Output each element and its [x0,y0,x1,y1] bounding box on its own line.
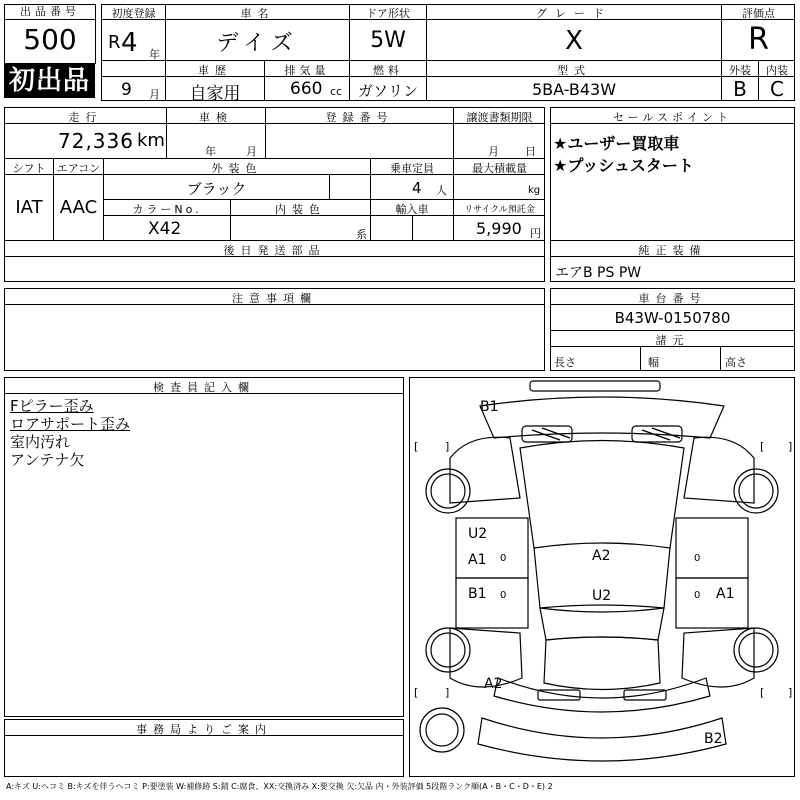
ac-label: エアコン [56,162,101,175]
capacity: 4 [412,179,422,197]
car-name: デイズ [216,31,299,56]
later-parts-label: 後日発送部品 [223,244,326,257]
interior-label: 内装 [766,64,788,77]
score-label: 評価点 [742,7,775,20]
max-load-label: 最大積載量 [472,162,527,175]
mark-zero-4: 0 [694,590,701,601]
ext-color: ブラック [186,180,247,198]
first-listing-badge: 初出品 [4,64,95,98]
mark-b1-left: B1 [468,586,487,602]
transfer-label: 譲渡書類期限 [466,111,533,124]
mileage-unit: km [137,130,165,151]
legend: A:キズ U:ヘコミ B:キズを伴うヘコミ P:要塗装 W:補修跡 S:錆 C:腐食、XX:交換済み X:要交換 欠:欠品 内・外装評価 5段階ランク順(A・B・C・D・E) 2 [6,782,553,791]
mark-b1-top: B1 [480,399,499,415]
mark-a2-bottom: A2 [484,676,503,692]
recycle: 5,990 [476,219,522,238]
history: 自家用 [189,84,241,104]
month: 9 [121,80,132,100]
exterior-label: 外装 [729,64,751,77]
max-load-unit: kg [528,185,541,196]
capacity-label: 乗車定員 [390,162,434,175]
recycle-label: リサイクル預託金 [464,205,535,215]
height-label: 高さ [725,356,747,369]
car-diagram [410,378,794,776]
fuel-label: 燃料 [373,64,403,77]
grade: X [565,26,583,56]
inspector-line-3: 室内汚れ [10,433,71,451]
shift-label: シフト [12,162,46,175]
bracket-close-1: ] [445,440,450,453]
inspection-label: 車検 [199,111,233,124]
bracket-close-2: ] [788,440,793,453]
mark-zero-2: 0 [500,590,507,601]
mark-b2-bottom: B2 [704,731,723,747]
mark-u2-left: U2 [468,526,488,542]
inspection-month-unit: 月 [246,145,257,158]
exterior-grade: B [733,77,747,101]
model-label: 型式 [557,64,591,77]
mark-a1-left: A1 [468,552,487,568]
door-label: ドア形状 [366,7,410,20]
grade-label: グレード [536,7,612,20]
color-no-label: カラーNo. [132,203,202,216]
lot-number: 500 [23,23,77,56]
transfer-day-unit: 日 [525,145,536,158]
sales-point-2: ★プッシュスタート [553,156,694,175]
sales-point-1: ★ユーザー買取車 [553,134,680,153]
year-unit: 年 [149,48,160,61]
bracket-close-4: ] [788,686,793,699]
ext-color-label: 外装色 [211,162,263,175]
car-name-label: 車名 [240,7,275,20]
mileage-label: 走行 [68,111,103,124]
color-no: X42 [148,219,182,239]
capacity-unit: 人 [436,184,447,197]
inspector-line-4: アンテナ欠 [10,451,85,469]
inspector-label: 検査員記入欄 [153,381,255,394]
displacement-unit: cc [330,85,343,98]
bracket-open-1: [ [414,440,419,453]
interior-grade: C [770,77,784,101]
transfer-month-unit: 月 [488,145,499,158]
genuine-equipment-label: 純正装備 [638,244,707,257]
bracket-open-3: [ [414,686,419,699]
length-label: 長さ [554,356,576,369]
reg-no-label: 登録番号 [325,111,394,124]
width-label: 幅 [648,356,659,369]
mark-a1-right: A1 [716,586,735,602]
model: 5BA-B43W [531,80,617,99]
inspector-line-2: ロアサポート歪み [10,415,131,433]
ac: AAC [59,197,98,218]
fuel: ガソリン [357,82,418,100]
office-label: 事務局よりご案内 [136,723,272,736]
inspection-year-unit: 年 [205,145,216,158]
lot-number-cell [4,4,96,64]
inspector-line-1: Fピラー歪み [10,397,94,415]
score: R [748,22,769,57]
history-label: 車歴 [198,64,232,77]
mark-zero-3: 0 [694,553,701,564]
first-reg-label: 初度登録 [111,7,156,20]
genuine-equipment-value: エアB PS PW [555,265,642,281]
door: 5W [370,28,406,53]
int-color-unit: 系 [356,228,367,241]
mileage: 72,336 [58,129,134,153]
mark-a2-center: A2 [592,548,611,564]
mark-u2-center: U2 [592,588,612,604]
lot-number-label: 出品番号 [5,5,95,20]
year: 4 [121,28,138,58]
displacement-label: 排気量 [284,64,330,77]
notes-label: 注意事項欄 [232,292,317,305]
bracket-close-3: ] [445,686,450,699]
chassis-number: B43W-0150780 [614,309,731,327]
era: R [108,32,121,53]
int-color-label: 内装色 [275,203,326,216]
mark-zero-1: 0 [500,553,507,564]
bracket-open-4: [ [760,686,765,699]
chassis-label: 車台番号 [638,292,707,305]
spec-label: 諸元 [655,334,690,347]
recycle-unit: 円 [530,227,541,240]
shift: IAT [15,197,43,218]
month-unit: 月 [149,88,160,101]
bracket-open-2: [ [760,440,765,453]
displacement: 660 [290,79,323,99]
import-label: 輸入車 [395,203,429,216]
sales-points-label: セールスポイント [612,111,732,124]
